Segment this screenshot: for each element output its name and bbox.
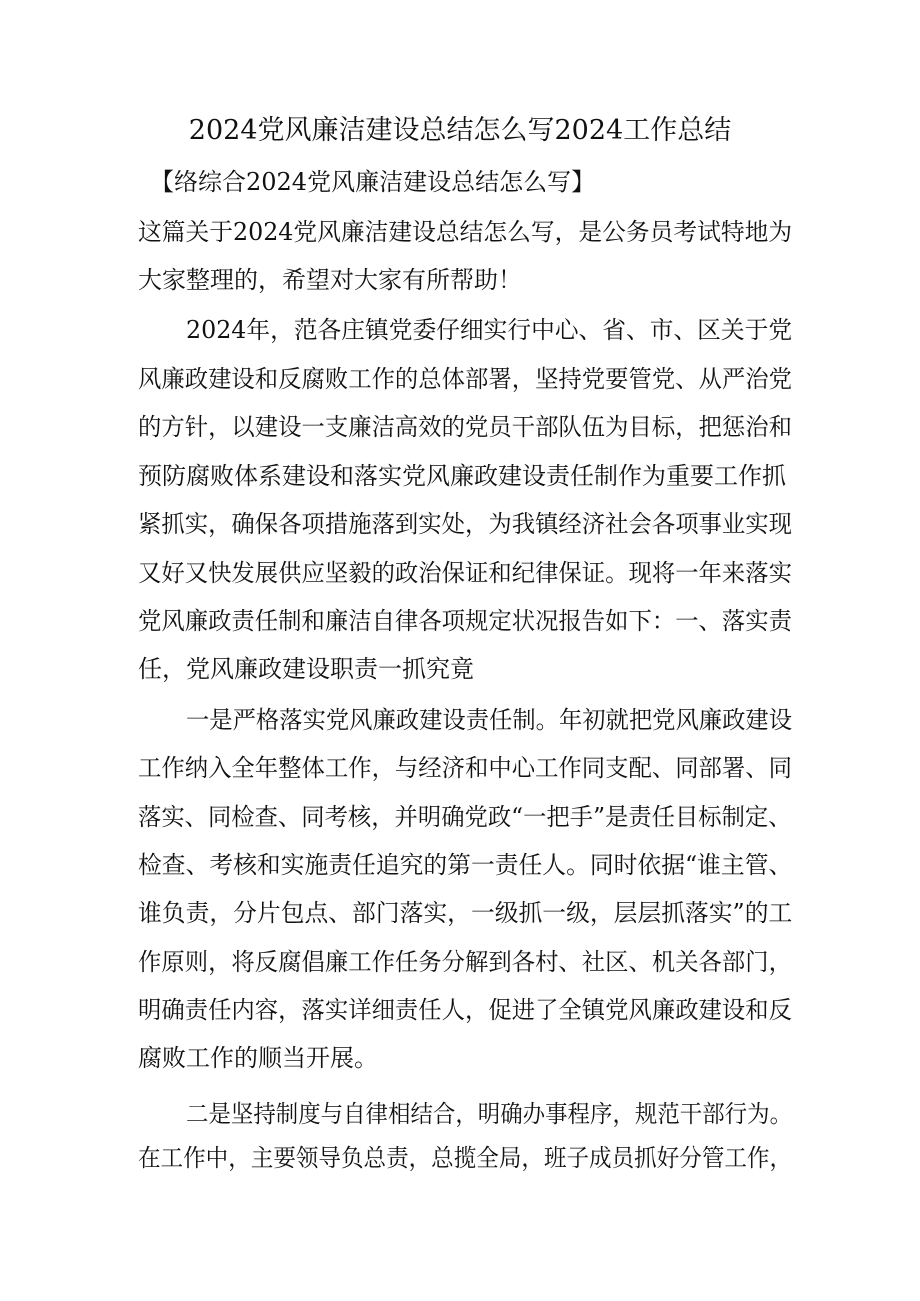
document-subtitle: 【络综合2024党风廉洁建设总结怎么写】 <box>150 168 596 196</box>
paragraph-line: 党风廉政责任制和廉洁自律各项规定状况报告如下：一、落实责 <box>138 607 792 635</box>
paragraph-line: 落实、同检查、同考核，并明确党政“一把手”是责任目标制定、 <box>138 803 792 831</box>
paragraph-line: 腐败工作的顺当开展。 <box>138 1044 378 1072</box>
paragraph-line: 的方针，以建设一支廉洁高效的党员干部队伍为目标，把惩治和 <box>138 413 792 441</box>
paragraph-line: 又好又快发展供应坚毅的政治保证和纪律保证。现将一年来落实 <box>138 559 792 587</box>
paragraph-line: 任，党风廉政建设职责一抓究竟 <box>138 655 474 683</box>
paragraph-line: 作原则，将反腐倡廉工作任务分解到各村、社区、机关各部门， <box>138 948 792 976</box>
paragraph-line: 大家整理的，希望对大家有所帮助！ <box>138 266 522 294</box>
paragraph-line: 2024年，范各庄镇党委仔细实行中心、省、市、区关于党 <box>186 316 793 344</box>
paragraph-line: 这篇关于2024党风廉洁建设总结怎么写，是公务员考试特地为 <box>138 218 793 246</box>
paragraph-line: 预防腐败体系建设和落实党风廉政建设责任制作为重要工作抓 <box>138 462 786 490</box>
document-title: 2024党风廉洁建设总结怎么写2024工作总结 <box>188 115 732 146</box>
paragraph-line: 工作纳入全年整体工作，与经济和中心工作同支配、同部署、同 <box>138 754 792 782</box>
paragraph-line: 检查、考核和实施责任追究的第一责任人。同时依据“谁主管、 <box>138 851 793 879</box>
paragraph-line: 谁负责，分片包点、部门落实，一级抓一级，层层抓落实”的工 <box>138 899 793 927</box>
paragraph-line: 一是严格落实党风廉政建设责任制。年初就把党风廉政建设 <box>186 706 793 734</box>
paragraph-line: 紧抓实，确保各项措施落到实处，为我镇经济社会各项事业实现 <box>138 510 792 538</box>
paragraph-line: 明确责任内容，落实详细责任人，促进了全镇党风廉政建设和反 <box>138 996 792 1024</box>
paragraph-line: 在工作中，主要领导负总责，总揽全局，班子成员抓好分管工作， <box>138 1144 793 1172</box>
paragraph-line: 风廉政建设和反腐败工作的总体部署，坚持党要管党、从严治党 <box>138 365 792 393</box>
paragraph-line: 二是坚持制度与自律相结合，明确办事程序，规范干部行为。 <box>186 1100 793 1128</box>
